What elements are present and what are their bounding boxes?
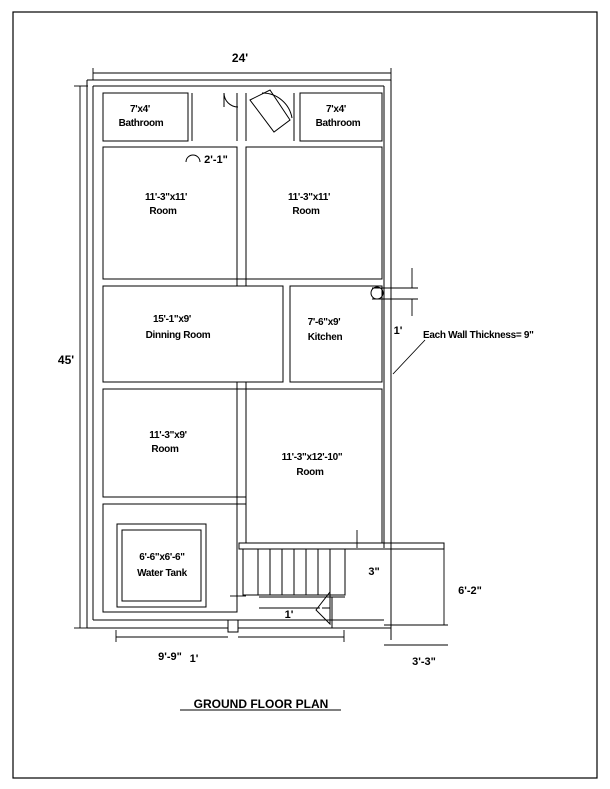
bathroom-left-name: Bathroom <box>118 118 164 129</box>
stair-landing-label: 1' <box>284 609 294 621</box>
room-middle-right-outline <box>246 389 382 543</box>
dining-room-size: 15'-1"x9' <box>153 314 191 325</box>
sheet-border <box>13 12 597 778</box>
overall-depth-label: 45' <box>57 353 75 367</box>
room-outlines <box>103 93 382 612</box>
dining-room-name: Dinning Room <box>145 330 211 341</box>
water-tank-inner <box>122 530 201 601</box>
room-middle-left-size: 11'-3"x9' <box>149 430 187 441</box>
bathroom-right-size: 7'x4' <box>326 104 346 115</box>
kitchen-gap-label: 1' <box>393 325 403 337</box>
room-top-right-size: 11'-3"x11' <box>287 192 331 203</box>
stair-height-label: 6'-2" <box>458 585 482 597</box>
kitchen-name: Kitchen <box>307 332 343 343</box>
kitchen-size: 7'-6"x9' <box>307 317 341 328</box>
room-middle-right-size: 11'-3"x12'-10" <box>281 452 343 463</box>
plan-title: GROUND FLOOR PLAN <box>193 697 329 711</box>
room-top-left-name: Room <box>149 206 177 217</box>
stair-step-label: 3" <box>368 566 380 578</box>
front-left-label: 9'-9" <box>158 651 182 663</box>
wall-thickness-note: Each Wall Thickness= 9" <box>423 330 534 341</box>
bathroom-right-name: Bathroom <box>315 118 361 129</box>
bathroom-right-outline <box>300 93 382 141</box>
water-tank-name: Water Tank <box>137 568 187 579</box>
room-top-right-name: Room <box>292 206 320 217</box>
room-middle-right-name: Room <box>296 467 324 478</box>
room-middle-left-outline <box>103 389 237 497</box>
overall-width-label: 24' <box>231 51 249 65</box>
door-width-label: 2'-1" <box>204 154 228 166</box>
bathroom-left-outline <box>103 93 188 141</box>
front-right-label: 3'-3" <box>412 656 436 668</box>
water-tank-outer <box>117 524 206 607</box>
front-gap-label: 1' <box>189 653 199 665</box>
room-middle-left-name: Room <box>151 444 179 455</box>
water-tank-size: 6'-6"x6'-6" <box>139 552 185 563</box>
bathroom-left-size: 7'x4' <box>130 104 150 115</box>
staircase <box>239 543 444 628</box>
dimension-lines <box>74 68 448 645</box>
room-top-left-size: 11'-3"x11' <box>144 192 188 203</box>
